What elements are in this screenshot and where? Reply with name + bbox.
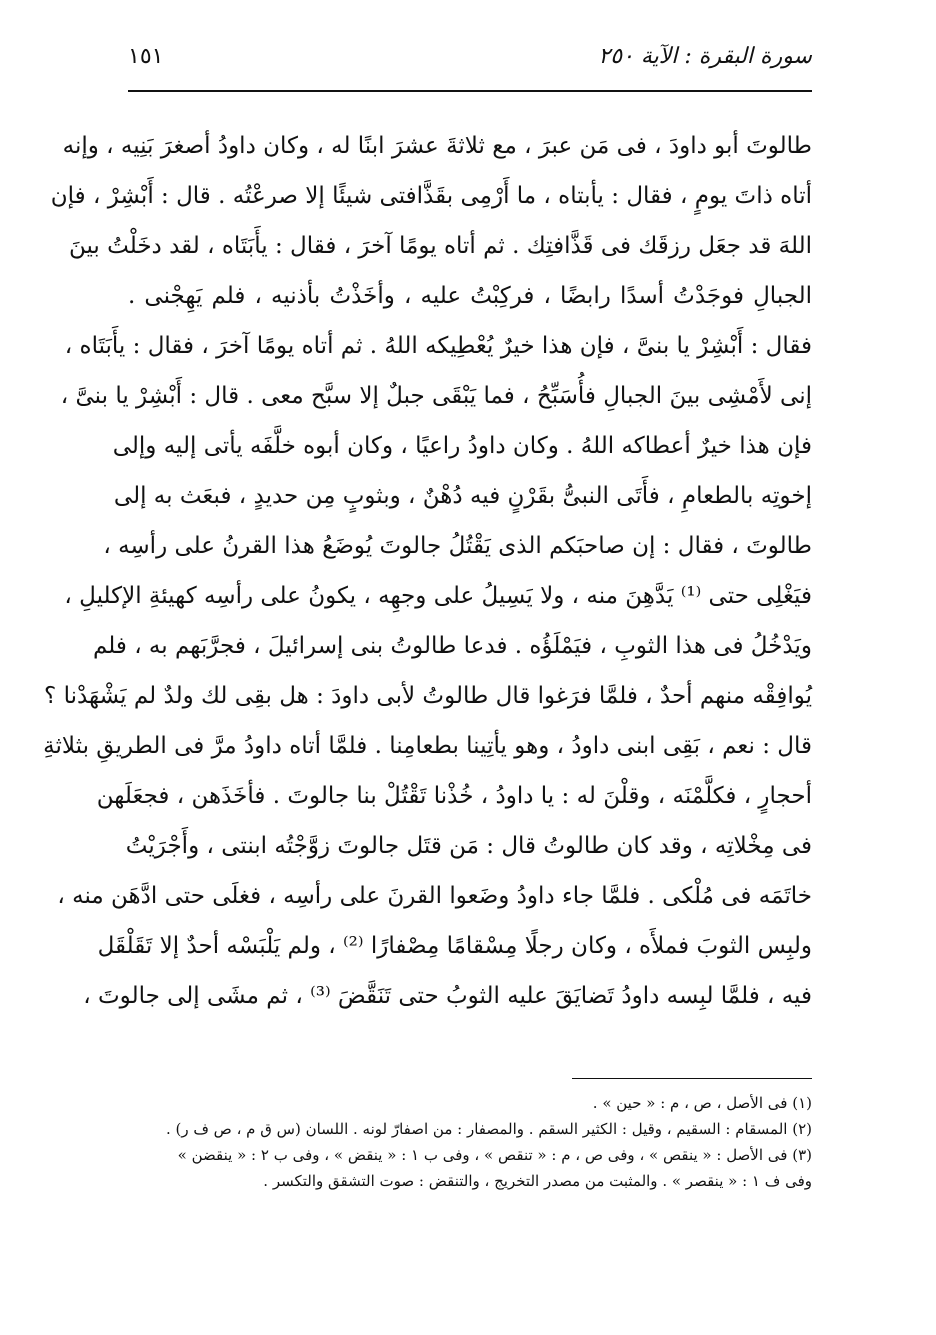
text-line: خاتَمَه فى مُلْكى . فلمَّا جاء داودُ وضَعوا القرنَ على رأسِه ، فغلَى حتى ادَّهَن منه ، [57,883,812,909]
text-line: فى مِخْلاتِه ، وقد كان طالوتُ قال : مَن قتَل جالوتَ زوَّجْتُه ابنتى ، وأَجْرَيْتُ [125,833,812,859]
footnote: (٣) فى الأصل : « ينقص » ، وفى ص ، م : « تنقص » ، وفى ب ١ : « ينقض » ، وفى ب ٢ : « ينقضن » [177,1146,812,1164]
text-line: فإن هذا خيرٌ أعطاكه اللهُ . وكان داودُ راعيًا ، وكان أبوه خلَّفَه يأتى إليه وإلى [112,433,812,459]
text-line: إخوتِه بالطعامِ ، فأَتَى النبىُّ بقَرْنٍ فيه دُهْنٌ ، وبثوبٍ مِن حديدٍ ، فبعَث به إلى [113,483,812,509]
page-number: ١٥١ [128,44,164,69]
text-line: قال : نعم ، بَقِى ابنى داودُ ، وهو يأتِينا بطعامِنا . فلمَّا أتاه داودُ مرَّ فى الطريقِ بثلاثةِ [43,733,812,759]
page-header [128,38,812,88]
footnotes [128,1090,812,1194]
text-line: أحجارٍ ، فكلَّمْنَه ، وقلْنَ له : يا داودُ ، خُذْنا تَقْتُلْ بنا جالوتَ . فأخَذَهن ، فجعَلَهن [96,783,812,809]
header-rule [128,90,812,92]
footnote-separator [572,1078,812,1079]
text-line: فيَغْلِى حتى ⁽¹⁾ يَدَّهِنَ منه ، ولا يَسِيلُ على وجهِه ، يكونُ على رأسِه كهيئةِ الإكليلِ ، [64,583,812,609]
footnote: (١) فى الأصل ، ص ، م : « حين » . [592,1094,812,1112]
footnote: (٢) المسقام : السقيم ، وقيل : الكثير السقم . والمصفار : من اصفارّ لونه . اللسان (س ق م ، ص ف ر) . [165,1120,812,1138]
text-line: فيه ، فلمَّا لبِسه داودُ تَضايَقَ عليه الثوبُ حتى تَنَقَّضَ ⁽³⁾ ، ثم مشَى إلى جالوتَ ، [83,983,812,1009]
footnote-continuation: وفى ف ١ : « ينقصر » . والمثبت من مصدر التخريج ، والتنقض : صوت التشقق والتكسر . [263,1172,812,1190]
text-line: ولبِس الثوبَ فملأَه ، وكان رجلًا مِسْقامًا مِصْفارًا ⁽²⁾ ، ولم يَلْبَسْه أحدٌ إلا تَقَلْقَل [97,933,812,959]
text-line: طالوتَ ، فقال : إن صاحبَكم الذى يَقْتُلُ جالوتَ يُوضَعُ هذا القرنُ على رأسِه ، [103,533,812,559]
running-title: سورة البقرة : الآية ٢٥٠ [598,44,812,69]
text-line: اللهَ قد جعَل رزقَك فى قَذَّافتِك . ثم أتاه يومًا آخرَ ، فقال : يأَبَتَاه ، لقد دخَلْتُ بينَ [68,233,812,259]
text-line: إنى لأَمْشِى بينَ الجبالِ فأُسَبِّحُ ، فما يَبْقَى جبلٌ إلا سبَّح معى . قال : أَبْشِرْ يا بنىَّ ، [60,383,812,409]
body-text [43,124,812,1024]
text-line: الجبالِ فوجَدْتُ أسدًا رابضًا ، فركِبْتُ عليه ، وأخَذْتُ بأذنيه ، فلم يَهِجْنى . [128,283,812,309]
text-line: طالوتَ أبو داودَ ، فى مَن عبرَ ، مع ثلاثةَ عشرَ ابنًا له ، وكان داودُ أصغرَ بَنِيه ، وإنه [62,133,812,159]
text-line: فقال : أَبْشِرْ يا بنىَّ ، فإن هذا خيرٌ يُعْطِيكه اللهُ . ثم أتاه يومًا آخرَ ، فقال : يأَبَتَاه ، [64,333,812,359]
text-line: يُوافِقْه منهم أحدٌ ، فلمَّا فرَغوا قال طالوتُ لأبى داودَ : هل بقِى لك ولدٌ لم يَشْهَدْنا ؟ [44,683,812,709]
text-line: أتاه ذاتَ يومٍ ، فقال : يأبتاه ، ما أَرْمِى بقَذَّافتى شيئًا إلا صرعْتُه . قال : أَبْشِرْ ، فإن [50,183,812,209]
text-line: ويَدْخُلُ فى هذا الثوبِ ، فيَمْلَؤُه . فدعا طالوتُ بنى إسرائيلَ ، فجرَّبَهم به ، فلم [92,633,812,659]
